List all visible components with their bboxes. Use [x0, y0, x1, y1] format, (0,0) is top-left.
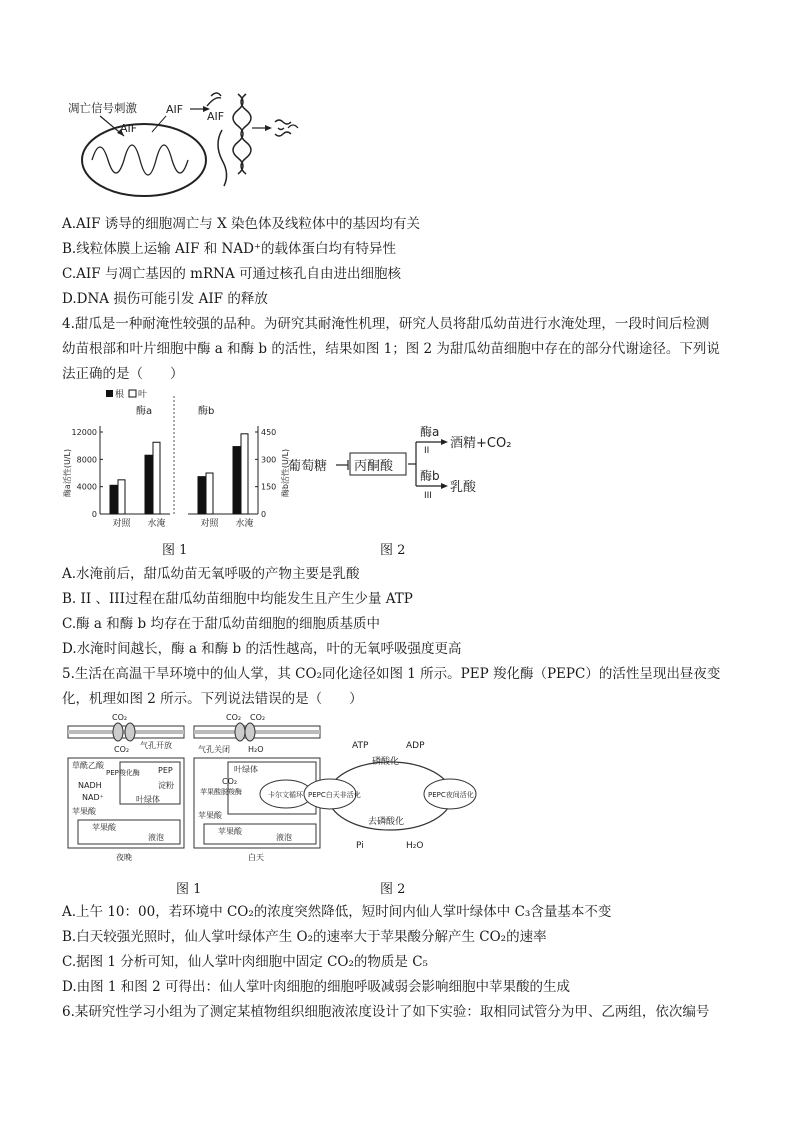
vacuole-night: 液泡 [148, 833, 164, 842]
malate-vacuole-night: 苹果酸 [92, 823, 116, 832]
q4-option-d: D.水淹时间越长，酶 a 和酶 b 的活性越高，叶的无氧呼吸强度更高 [62, 641, 462, 657]
q4-fig1-caption: 图 1 [162, 543, 188, 558]
q4-stem-line1: 4.甜瓜是一种耐淹性较强的品种。为研究其耐淹性机理，研究人员将甜瓜幼苗进行水淹处理，一段时间后检测 [62, 316, 710, 332]
y-tick-label-0-3: 12000 [71, 428, 97, 437]
q4-option-c: C.酶 a 和酶 b 均存在于甜瓜幼苗细胞的细胞质基质中 [62, 616, 380, 632]
y-axis-label-1: 酶b活性(U/L) [281, 448, 290, 498]
y-axis-label-0: 酶a活性(U/L) [63, 448, 72, 498]
enzyme-activity-chart [62, 386, 290, 534]
aif-label-outer: AIF [166, 103, 184, 116]
h2o-day: H₂O [248, 745, 264, 754]
bar-1-1-1 [241, 434, 248, 514]
glucose-label: 葡萄糖 [288, 459, 328, 474]
q5-stem-line2: 化，机理如图 2 所示。下列说法错误的是（ ） [62, 691, 363, 707]
atp-label: ATP [352, 741, 369, 751]
y-tick-label-0-2: 8000 [76, 455, 97, 465]
q6-stem-line1: 6.某研究性学习小组为了测定某植物组织细胞液浓度设计了如下实验：取相同试管分为甲、乙两组，依次编号 [62, 1004, 710, 1020]
apoptosis-signal-label: 凋亡信号刺激 [68, 101, 137, 115]
q5-option-d: D.由图 1 和图 2 可得出：仙人掌叶肉细胞的细胞呼吸减弱会影响细胞中苹果酸的生成 [62, 979, 570, 995]
malate-vacuole-day: 苹果酸 [218, 827, 242, 836]
x-tick-label-1-0: 对照 [200, 519, 219, 529]
night-label: 夜晚 [116, 853, 132, 862]
y-tick-label-1-1: 150 [261, 482, 277, 492]
chloroplast-night: 叶绿体 [136, 795, 160, 804]
q5-option-c: C.据图 1 分析可知，仙人掌叶肉细胞中固定 CO₂的物质是 C₅ [62, 954, 428, 970]
phos-label: 磷酸化 [372, 757, 400, 767]
calvin-cycle: 卡尔文循环 [268, 791, 303, 799]
enzyme-b-label: 酶b [420, 469, 440, 483]
x-tick-label-0-1: 水淹 [147, 519, 166, 529]
y-tick-label-1-3: 450 [261, 428, 277, 437]
h2o-fig2-label: H₂O [406, 841, 424, 851]
pep-night: PEP [158, 766, 173, 775]
step-ii-label: II [424, 446, 430, 456]
bar-0-1-0 [145, 455, 152, 514]
q5-option-a: A.上午 10：00，若环境中 CO₂的浓度突然降低，短时间内仙人掌叶绿体中 C₃含量基本不变 [62, 904, 612, 920]
panel-title-0: 酶a [136, 406, 153, 417]
bar-0-0-0 [110, 485, 117, 514]
product-alcohol-label: 酒精+CO₂ [450, 436, 512, 451]
legend-leaf-swatch [129, 390, 136, 397]
dna-fragments [275, 120, 298, 136]
q4-stem-line2: 幼苗根部和叶片细胞中酶 a 和酶 b 的活性，结果如图 1；图 2 为甜瓜幼苗细胞中存在的部分代谢途径。下列说 [62, 341, 720, 357]
legend-root-swatch [106, 390, 113, 397]
q3-option-a: A.AIF 诱导的细胞凋亡与 X 染色体及线粒体中的基因均有关 [62, 216, 420, 232]
bar-1-1-0 [233, 447, 240, 514]
step-iii-label: III [424, 491, 432, 501]
legend-root-label: 根 [115, 390, 125, 400]
q4-fig2-caption: 图 2 [380, 543, 406, 558]
q5-stem-line1: 5.生活在高温干旱环境中的仙人掌，其 CO₂同化途径如图 1 所示。PEP 羧化酶（PEPC）的活性呈现出昼夜变 [62, 666, 721, 682]
cam-pathway-figure [64, 712, 326, 864]
panel-title-1: 酶b [198, 406, 215, 417]
co2-day-top2: CO₂ [250, 713, 266, 722]
enzyme-a-label: 酶a [420, 425, 440, 439]
co2-night-top: CO₂ [112, 713, 128, 722]
stoma-closed-label: 气孔关闭 [198, 745, 230, 754]
product-lactate-label: 乳酸 [450, 480, 477, 495]
y-tick-label-0-1: 4000 [76, 482, 97, 492]
q4-stem-line3: 法正确的是（ ） [62, 366, 184, 382]
pepc-night-state: PEPC夜间活化 [428, 791, 474, 799]
q3-option-d: D.DNA 损伤可能引发 AIF 的释放 [62, 291, 268, 307]
q3-option-b: B.线粒体膜上运输 AIF 和 NAD⁺的载体蛋白均有特异性 [62, 241, 397, 257]
malic-enzyme: 苹果酸脱羧酶 [200, 788, 242, 796]
chloroplast-day: 叶绿体 [234, 765, 258, 774]
x-tick-label-1-1: 水淹 [235, 519, 254, 529]
metabolic-pathway-diagram [284, 420, 524, 510]
co2-night-bottom: CO₂ [114, 745, 130, 754]
aif-label-nucleus: AIF [207, 110, 225, 123]
adp-label: ADP [406, 741, 425, 751]
q5-option-b: B.白天较强光照时，仙人掌叶绿体产生 O₂的速率大于苹果酸分解产生 CO₂的速率 [62, 929, 547, 945]
malate-night: 苹果酸 [72, 807, 96, 816]
day-label: 白天 [248, 853, 264, 862]
q4-option-a: A.水淹前后，甜瓜幼苗无氧呼吸的产物主要是乳酸 [62, 566, 360, 582]
pyruvate-label: 丙酮酸 [354, 459, 394, 474]
stoma-open-label: 气孔开放 [140, 741, 172, 750]
co2-day-top: CO₂ [226, 713, 242, 722]
y-tick-label-1-0: 0 [261, 510, 267, 519]
y-tick-label-0-0: 0 [91, 510, 97, 519]
q4-option-b: B. II 、III过程在甜瓜幼苗细胞中均能发生且产生少量 ATP [62, 591, 413, 607]
pi-label: Pi [356, 841, 364, 851]
q5-fig2-caption: 图 2 [380, 882, 406, 897]
legend-leaf-label: 叶 [138, 390, 148, 400]
pepc-night: PEP羧化酶 [106, 769, 140, 777]
bar-0-1-1 [153, 442, 160, 514]
oaa-night: 草酰乙酸 [72, 761, 104, 770]
bar-1-0-1 [206, 473, 213, 514]
dephos-label: 去磷酸化 [368, 817, 405, 827]
pepc-day-state: PEPC白天非活化 [308, 791, 361, 799]
pepc-cycle-figure [302, 738, 480, 854]
starch-night: 淀粉 [158, 781, 174, 790]
bar-1-0-0 [198, 477, 205, 514]
aif-mitochondria-figure [62, 88, 302, 200]
q3-option-c: C.AIF 与凋亡基因的 mRNA 可通过核孔自由进出细胞核 [62, 266, 401, 282]
aif-label-inner: AIF [120, 122, 138, 135]
x-tick-label-0-0: 对照 [112, 519, 131, 529]
co2-day-inner: CO₂ [222, 777, 238, 786]
bar-0-0-1 [118, 480, 125, 514]
q5-fig1-caption: 图 1 [176, 882, 202, 897]
nad-night: NAD⁺ [82, 793, 104, 802]
nadh-night: NADH [78, 781, 102, 790]
malate-day: 苹果酸 [198, 811, 222, 820]
y-tick-label-1-2: 300 [261, 455, 277, 465]
vacuole-day: 液泡 [276, 833, 292, 842]
